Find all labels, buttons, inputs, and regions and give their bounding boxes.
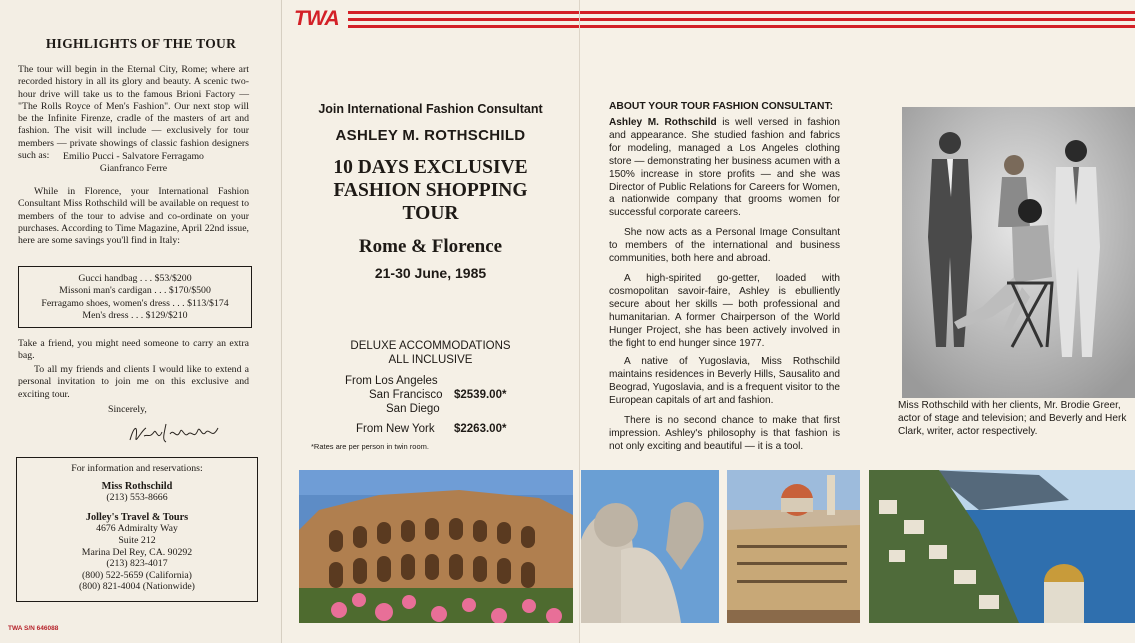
departure-city: From Los Angeles <box>345 375 438 387</box>
bio-paragraph: She now acts as a Personal Image Consultant to members of the international and business communities, both here and abroad. <box>609 227 840 264</box>
agency-name: Jolley's Travel & Tours <box>85 511 189 523</box>
red-stripe <box>580 11 1135 14</box>
tour-title-line: TOUR <box>402 203 459 224</box>
bio-paragraph: A high-spirited go-getter, loaded with cosmopolitan savoir-faire, Ashley is ebulliently secure about her skills — both professional and humanitarian. A former Chairperson of the World Hunger Project, she has been actively involved in the fight to end hunger since 1977. <box>609 273 840 349</box>
tour-title-line: FASHION SHOPPING <box>333 180 528 201</box>
savings-box <box>18 266 252 328</box>
colosseum-photo <box>299 470 573 623</box>
bio-text: is well versed in fashion and appearance. She studied fashion and fabrics for modeling, managed a Los Angeles clothing store — demonstrating her business acumen with a 150% increase in store profits — and she was Director of Public Relations for Careers for Women, a nationwide company that grooms women for successful corporate careers. <box>609 117 840 219</box>
red-stripe <box>348 11 579 14</box>
consultant-name: ASHLEY M. ROTHSCHILD <box>335 127 526 144</box>
bio-paragraph <box>609 117 840 220</box>
bio-paragraph: There is no second chance to make that first impression. Ashley's philosophy is that fashion is not only exciting and beautiful — it is a tool. <box>609 415 840 452</box>
contact-name: Miss Rothschild <box>101 480 173 492</box>
info-heading: For information and reservations: <box>71 463 203 474</box>
savings-item: Gucci handbag . . . $53/$200 <box>78 273 192 284</box>
new-york-price: $2263.00* <box>454 423 507 435</box>
photo-caption: Miss Rothschild with her clients, Mr. Brodie Greer, actor of stage and television; and Beverly and Herk Clark, writer, actor respectively. <box>898 400 1127 437</box>
agency-address: Suite 212 <box>118 534 156 546</box>
departure-city: From New York <box>356 423 435 435</box>
agency-phone: (800) 821-4004 (Nationwide) <box>79 581 195 593</box>
contact-phone: (213) 553-8666 <box>106 492 168 504</box>
signature-image <box>126 418 226 448</box>
red-stripe <box>348 18 579 21</box>
reservation-info-box <box>16 457 258 602</box>
join-heading: Join International Fashion Consultant <box>318 102 543 116</box>
tour-dates: 21-30 June, 1985 <box>374 265 487 281</box>
agency-address: 4676 Admiralty Way <box>96 523 178 535</box>
tour-cities: Rome & Florence <box>358 236 503 257</box>
bio-name: Ashley M. Rothschild <box>609 117 717 128</box>
savings-item: Men's dress . . . $129/$210 <box>82 309 188 321</box>
tour-title-line: 10 DAYS EXCLUSIVE <box>333 157 528 178</box>
accommodations-note <box>282 339 579 367</box>
twa-logo: TWA <box>294 7 340 30</box>
highlights-title: HIGHLIGHTS OF THE TOUR <box>45 36 237 51</box>
agency-phone: (800) 522-5659 (California) <box>82 569 192 581</box>
red-stripe <box>580 18 1135 21</box>
tour-intro-paragraph: The tour will begin in the Eternal City, Rome; where art recorded history in all its glory and beauty. A scenic two-hour drive will take us to the famous Brioni Factory — "The Rolls Royce of Men's Fashion". Our next stop will be the Infinite Firenze, cradle of the masters of art and fashion. The visit will include — exclusively for tour members — private showings of classic fashion designers such as: <box>18 64 249 162</box>
departure-city: San Diego <box>386 403 440 415</box>
rates-footnote: *Rates are per person in twin room. <box>311 442 429 451</box>
florence-paragraph: While in Florence, your International Fashion Consultant Miss Rothschild will be available on request to members of the tour to advise and co-ordinate on your purchases. According to Time Magazine, April 22nd issue, here are some savings you'll find in Italy: <box>18 186 249 247</box>
consultant-group-photo <box>902 107 1135 398</box>
savings-item: Missoni man's cardigan . . . $170/$500 <box>59 285 211 297</box>
friend-paragraph: Take a friend, you might need someone to carry an extra bag. <box>18 338 249 362</box>
savings-item: Ferragamo shoes, women's dress . . . $113/$174 <box>41 297 229 309</box>
red-stripe <box>580 25 1135 28</box>
statue-photo <box>581 470 719 623</box>
agency-phone: (213) 823-4017 <box>106 558 168 570</box>
designer-list <box>18 151 249 176</box>
accommodations-line: DELUXE ACCOMMODATIONS <box>350 340 511 352</box>
highlights-panel <box>0 0 282 643</box>
agency-address: Marina Del Rey, CA. 90292 <box>81 546 193 558</box>
designer-line: Gianfranco Ferre <box>99 163 168 175</box>
designer-line: Emilio Pucci - Salvatore Ferragamo <box>63 151 204 162</box>
red-stripe <box>348 25 579 28</box>
sincerely-closing: Sincerely, <box>108 404 147 415</box>
tour-title <box>282 156 579 225</box>
accommodations-line: ALL INCLUSIVE <box>388 354 473 366</box>
bio-paragraph: A native of Yugoslavia, Miss Rothschild maintains residences in Beverly Hills, Sausalito and Beograd, Yugoslavia, and is a frequent visitor to the European capitals of art and fashion. <box>609 356 840 406</box>
invitation-paragraph: To all my friends and clients I would like to extend a personal invitation to join me on this exclusive and exciting tour. <box>18 364 249 400</box>
about-consultant-heading: ABOUT YOUR TOUR FASHION CONSULTANT: <box>609 101 834 112</box>
west-coast-price: $2539.00* <box>454 389 507 401</box>
serial-code: TWA S/N 646088 <box>8 625 59 632</box>
departure-city: San Francisco <box>369 389 443 401</box>
florence-photo <box>727 470 860 623</box>
positano-photo <box>869 470 1135 623</box>
